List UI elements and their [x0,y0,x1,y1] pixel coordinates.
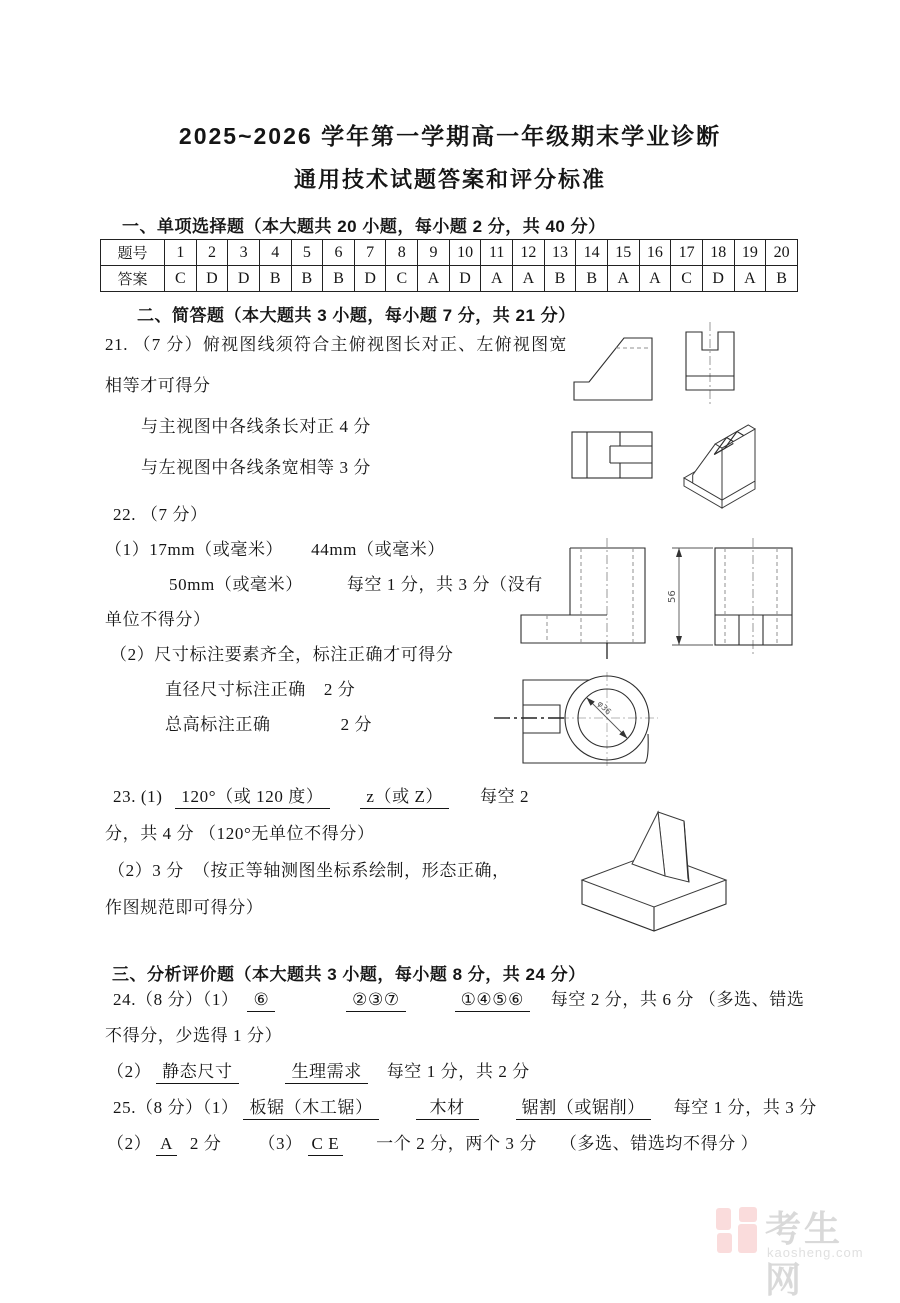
q22-criterion-height-score: 2 分 [340,715,373,734]
watermark-site-domain: kaosheng.com [767,1245,864,1260]
q25-p2-score: 2 分 [189,1134,222,1153]
answer-cell: B [766,266,798,292]
q22-criterion-height: 总高标注正确 [165,715,271,734]
answer-cell: A [513,266,545,292]
question-number-cell: 16 [639,240,671,266]
q22-diameter-dimension [587,698,628,739]
page-subtitle: 通用技术试题答案和评分标准 [293,167,606,192]
q23-score-note: 每空 2 [480,787,530,806]
question-number-cell: 19 [734,240,766,266]
q24-p2-prefix: （2） [107,1062,152,1081]
answer-cell: D [702,266,734,292]
question-number-cell: 14 [576,240,608,266]
question-number-cell: 9 [418,240,450,266]
q21-isometric-view [684,425,755,508]
q22-dimension-views-svg [495,533,797,665]
q22-dim-diameter-label: φ36 [595,699,613,717]
q22-side-view [715,538,792,655]
q21-views-svg [560,318,798,510]
q23-blank-axis: z（或 Z） [360,787,449,809]
q24-blank1: ⑥ [247,990,275,1012]
answer-cell: C [386,266,418,292]
q24-blank2: ②③⑦ [346,990,406,1012]
section2-heading: 二、简答题（本大题共 3 小题，每小题 7 分，共 21 分） [137,306,576,325]
question23-answer-text [105,778,575,926]
q23-line4: 作图规范即可得分） [105,898,264,917]
question-number-cell: 12 [513,240,545,266]
question-number-cell: 4 [259,240,291,266]
q24-p2-blank1: 静态尺寸 [156,1062,238,1084]
question-number-cell: 8 [386,240,418,266]
q25-line2 [105,1126,825,1162]
answer-cell: C [165,266,197,292]
q22-diameter-view-svg [488,660,666,778]
answer-cell: A [607,266,639,292]
q25-blank3: 锯割（或锯削） [516,1098,651,1120]
answer-cell: A [481,266,513,292]
question-number-cell: 15 [607,240,639,266]
q23-isometric-figure [575,790,775,955]
q24-line1 [105,982,805,1018]
question-number-cell: 17 [671,240,703,266]
q21-line2: 相等才可得分 [105,376,211,395]
q23-line3: （2）3 分 （按正等轴测图坐标系绘制，形态正确， [108,861,510,880]
answer-table [100,239,798,292]
answer-cell: D [196,266,228,292]
q23-line2: 分，共 4 分 （120°无单位不得分） [105,824,375,843]
q25-p3-blank: C E [308,1134,344,1156]
q25-p3-penalty-note: （多选、错选均不得分 ） [559,1134,759,1153]
q22-criterion-diameter-score: 2 分 [323,680,356,699]
q24-prefix: 24.（8 分）（1） [113,990,239,1009]
q24-p2-blank2: 生理需求 [285,1062,367,1084]
q24-line2: 不得分，少选得 1 分） [105,1026,283,1045]
answer-cell: D [449,266,481,292]
answer-cell: B [291,266,323,292]
q23-blank-angle: 120°（或 120 度） [175,787,329,809]
q21-views-figure [560,318,798,515]
answer-cell: B [259,266,291,292]
q21-line1: 21. （7 分）俯视图线须符合主俯视图长对正、左俯视图宽 [105,335,567,354]
q23-isometric-svg [575,790,775,950]
q25-p3-prefix: （3） [258,1134,303,1153]
question24-answer-text [105,982,805,1090]
answer-cell: B [544,266,576,292]
q25-blank1: 板锯（木工锯） [243,1098,378,1120]
q22-line4: 单位不得分） [105,610,211,629]
q25-p2-blank: A [156,1134,177,1156]
section1-heading: 一、单项选择题（本大题共 20 小题，每小题 2 分，共 40 分） [122,217,606,236]
question-number-cell: 6 [323,240,355,266]
question-number-cell: 3 [228,240,260,266]
question-number-cell: 5 [291,240,323,266]
q22-height-dimension [667,548,713,645]
question-number-cell: 18 [702,240,734,266]
q22-front-view [521,538,645,659]
q21-front-view [574,338,652,400]
q25-blank2: 木材 [416,1098,479,1120]
watermark-site-name: 考生网 [765,1208,844,1300]
q24-line3 [105,1054,805,1090]
question-number-cell: 2 [196,240,228,266]
answer-cell: B [323,266,355,292]
question21-answer-text [105,324,567,488]
q21-line4: 与左视图中各线条宽相等 3 分 [141,458,371,477]
q22-dim-height-label: 56 [667,590,678,603]
q22-score-note1: 每空 1 分，共 3 分（没有 [346,575,543,594]
q23-prefix: 23. (1) [113,787,163,806]
question-number-cell: 1 [165,240,197,266]
q22-blank-17mm: （1）17mm（或毫米） [105,540,284,559]
row-label-answer: 答案 [101,266,165,292]
kaosheng-watermark [716,1205,881,1300]
question-number-cell: 10 [449,240,481,266]
q21-side-view [686,322,734,404]
answer-cell: A [418,266,450,292]
section3-heading: 三、分析评价题（本大题共 3 小题，每小题 8 分，共 24 分） [112,965,586,984]
q25-p2-prefix: （2） [107,1134,152,1153]
q24-blank3: ①④⑤⑥ [455,990,530,1012]
answer-cell: D [354,266,386,292]
question-number-cell: 13 [544,240,576,266]
question-number-cell: 7 [354,240,386,266]
q22-blank-50mm: 50mm（或毫米） [169,575,303,594]
q25-score-note: 每空 1 分，共 3 分 [673,1098,817,1117]
q25-p3-score-note: 一个 2 分，两个 3 分 [376,1134,537,1153]
q22-blank-44mm: 44mm（或毫米） [311,540,446,559]
answer-table-number-row [101,240,798,266]
answer-cell: B [576,266,608,292]
q21-line3: 与主视图中各线条长对正 4 分 [141,417,371,436]
question25-answer-text [105,1090,825,1162]
answer-cell: C [671,266,703,292]
q23-line1 [105,778,575,815]
page-title: 2025~2026 学年第一学期高一年级期末学业诊断 [178,123,722,149]
q25-line1 [105,1090,825,1126]
answer-table-answer-row [101,266,798,292]
answer-cell: A [734,266,766,292]
q22-line1: 22. （7 分） [113,505,208,524]
q24-p2-score-note: 每空 1 分，共 2 分 [386,1062,530,1081]
q21-top-view [572,432,652,478]
q22-diameter-view-figure [488,660,666,783]
q25-prefix: 25.（8 分）（1） [113,1098,239,1117]
answer-cell: A [639,266,671,292]
q24-score-note: 每空 2 分，共 6 分 （多选、错选 [550,990,805,1009]
row-label-question: 题号 [101,240,165,266]
answer-cell: D [228,266,260,292]
question-number-cell: 11 [481,240,513,266]
q22-criterion-diameter: 直径尺寸标注正确 [165,680,306,699]
q22-dimension-views-figure [495,533,797,670]
question-number-cell: 20 [766,240,798,266]
q22-line5: （2）尺寸标注要素齐全，标注正确才可得分 [110,645,454,664]
